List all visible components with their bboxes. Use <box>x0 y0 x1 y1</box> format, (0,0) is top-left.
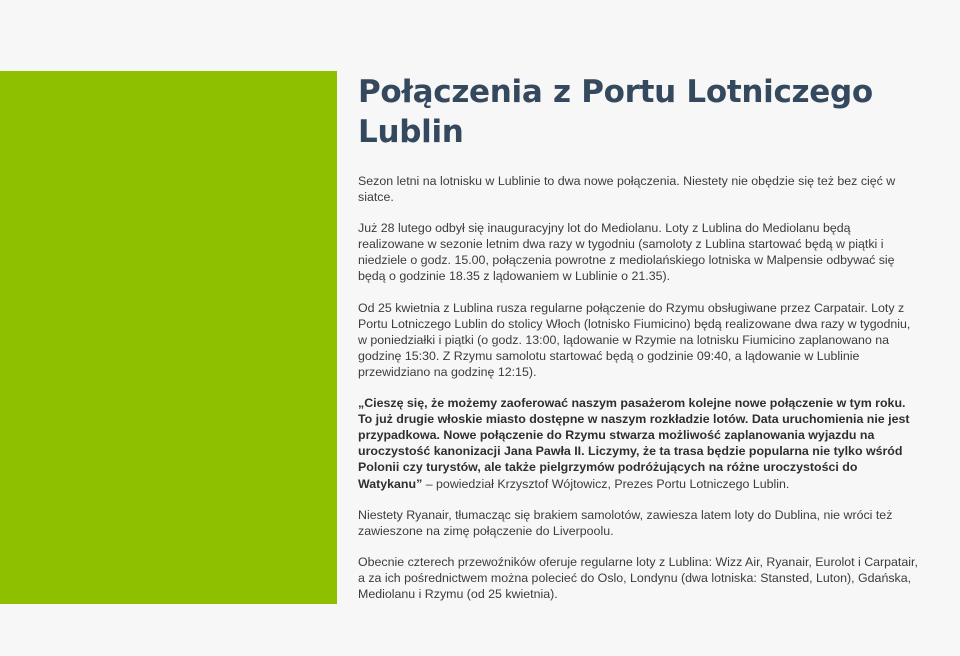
quote-attribution: – powiedział Krzysztof Wójtowicz, Prezes Portu Lotniczego Lublin. <box>422 476 790 491</box>
ryanair-paragraph: Niestety Ryanair, tłumacząc się brakiem samolotów, zawiesza latem loty do Dublina, nie wróci też zawieszone na zimę połączenie do Liverpoolu. <box>358 507 893 538</box>
article <box>358 72 918 617</box>
page-title: Połączenia z Portu Lotniczego Lublin <box>358 74 873 150</box>
quote-paragraph <box>358 395 918 492</box>
rome-paragraph: Od 25 kwietnia z Lublina rusza regularne połączenie do Rzymu obsługiwane przez Carpatair. Loty z Portu Lotniczego Lublin do stolicy Włoch (lotnisko Fiumicino) będą realizowane dwa razy w tygodniu, w poniedziałki i piątki (o godz. 13:00, lądowanie w Rzymie na lotnisku Fiumicino zaplanowano na godzinę 15:30. Z Rzymu samolotu startować będą o godzinie 09:40, a lądowanie w Lublinie przewidziano na godzinę 12:15). <box>358 300 911 379</box>
intro-paragraph: Sezon letni na lotnisku w Lublinie to dwa nowe połączenia. Niestety nie obędzie się też bez cięć w siatce. <box>358 174 896 205</box>
carriers-paragraph: Obecnie czterech przewoźników oferuje regularne loty z Lublina: Wizz Air, Ryanair, Eurolot i Carpatair, a za ich pośrednictwem można polecieć do Oslo, Londynu (dwa lotniska: Stansted, Luton), Gdańska, Mediolanu i Rzymu (od 25 kwietnia). <box>358 554 918 601</box>
green-accent-block <box>0 71 337 604</box>
milan-paragraph: Już 28 lutego odbył się inauguracyjny lot do Mediolanu. Loty z Lublina do Mediolanu będą realizowane w sezonie letnim dwa razy w tygodniu (samoloty z Lublina startować będą w piątki i niedziele o godz. 15.00, połączenia powrotne z mediolańskiego lotniska w Malpensie odbywać się będą o godzinie 18.35 z lądowaniem w Lublinie o 21.35). <box>358 221 895 284</box>
quote-text: „Cieszę się, że możemy zaoferować naszym pasażerom kolejne nowe połączenie w tym roku. To już drugie włoskie miasto dostępne w naszym rozkładzie lotów. Data uruchomienia nie jest przypadkowa. Nowe połączenie do Rzymu stwarza możliwość zaplanowania wyjazdu na uroczystość kanonizacji Jana Pawła II. Liczymy, że ta trasa będzie popularna nie tylko wśród Polonii czy turystów, ale także pielgrzymów podróżujących na różne uroczystości do Watykanu” <box>358 396 910 491</box>
